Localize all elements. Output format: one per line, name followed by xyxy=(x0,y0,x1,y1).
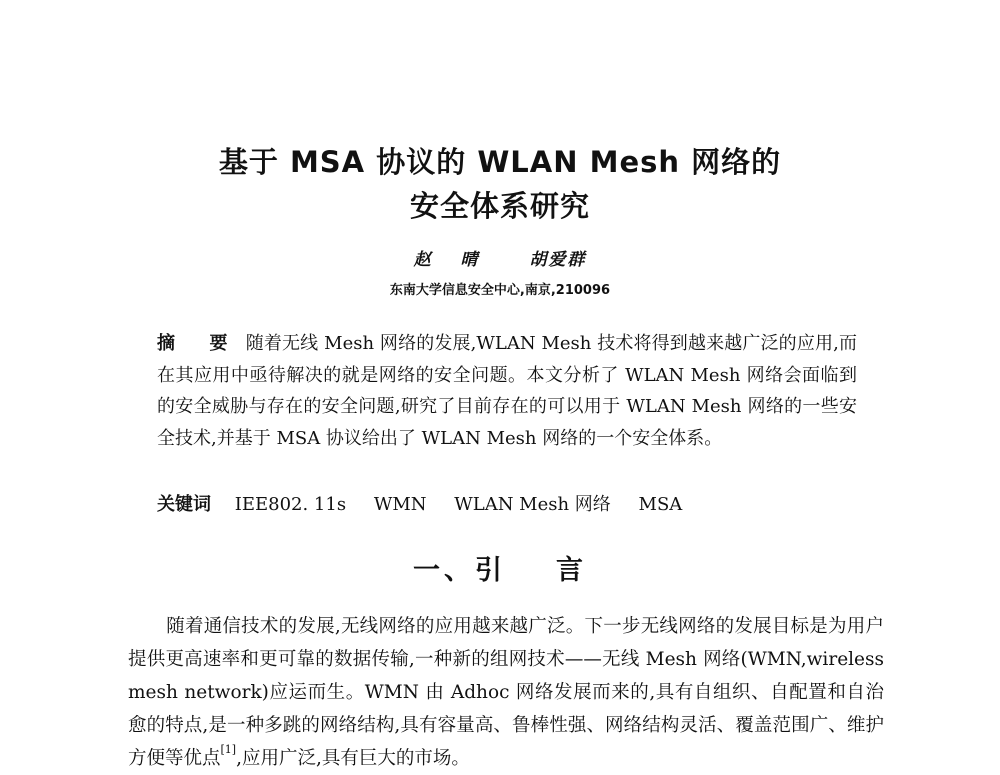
abstract xyxy=(157,328,857,454)
keyword: MSA xyxy=(638,494,683,515)
author-affiliation: 东南大学信息安全中心,南京,210096 xyxy=(389,283,611,298)
keywords-label: 关键词 xyxy=(157,494,211,515)
section-heading xyxy=(0,548,1000,587)
author-name: 胡爱群 xyxy=(529,250,587,270)
keyword: IEE802. 11s xyxy=(234,494,347,515)
abstract-text: 随着无线 Mesh 网络的发展,WLAN Mesh 技术将得到越来越广泛的应用,而在其应用中亟待解决的就是网络的安全问题。本文分析了 WLAN Mesh 网络会面临到的安全威胁与存在的安全问题,研究了目前存在的可以用于 WLAN Mesh 网络的一些安全技术,并基于 MSA 协议给出了 WLAN Mesh 网络的一个安全体系。 xyxy=(157,333,857,449)
keywords xyxy=(157,490,857,516)
citation: [1] xyxy=(220,743,237,756)
abstract-label: 摘 要 xyxy=(157,333,242,354)
body-text: 随着通信技术的发展,无线网络的应用越来越广泛。下一步无线网络的发展目标是为用户提供更高速率和更可靠的数据传输,一种新的组网技术——无线 Mesh 网络(WMN,wireless mesh network)应运而生。WMN 由 Adhoc 网络发展而来的,具有自组织、自配置和自治愈的特点,是一种多跳的网络结构,具有容量高、鲁棒性强、网络结构灵活、覆盖范围广、维护方便等优点 xyxy=(128,616,884,769)
section-number: 一、引 xyxy=(413,555,506,586)
keyword: WMN xyxy=(373,494,427,515)
author-list xyxy=(0,245,1000,270)
keyword: WLAN Mesh 网络 xyxy=(454,494,611,515)
paper-title-line-2: 安全体系研究 xyxy=(409,189,590,223)
section-title-end: 言 xyxy=(556,555,587,586)
body-text-end: ,应用广泛,具有巨大的市场。 xyxy=(236,748,470,769)
paper-title-line-1: 基于 MSA 协议的 WLAN Mesh 网络的 xyxy=(218,145,782,179)
introduction-paragraph xyxy=(128,610,884,775)
author-name: 赵 晴 xyxy=(413,250,490,270)
